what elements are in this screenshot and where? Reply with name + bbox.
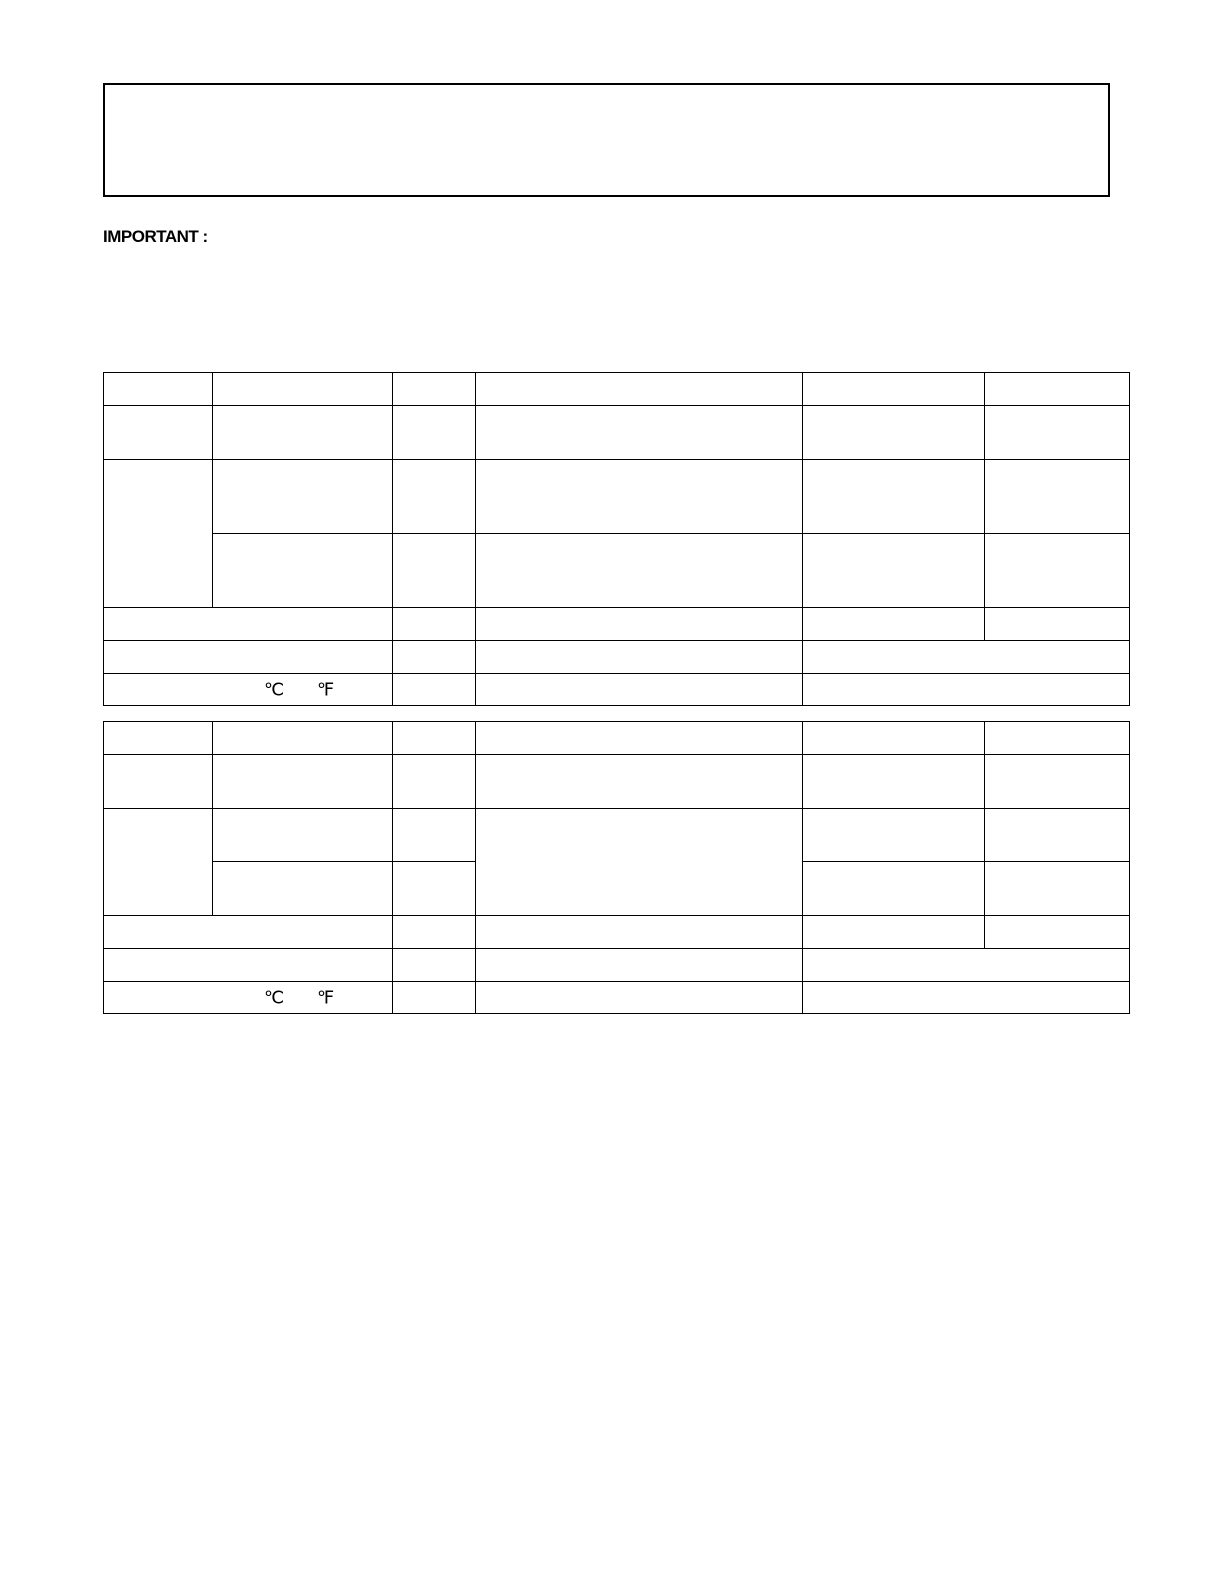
table-row [104,641,1130,674]
table-cell [104,406,213,460]
table-cell [213,862,393,916]
table-row [104,674,1130,706]
table-cell [104,809,213,916]
table-cell [393,809,476,862]
table-cell [393,722,476,755]
table-row [104,406,1130,460]
celsius-unit: ℃ [264,987,285,1007]
table-cell [393,982,476,1014]
table-cell [393,916,476,949]
table-cell [476,534,803,608]
important-label: IMPORTANT : [103,227,208,246]
table-cell [476,809,803,916]
table-row [104,755,1130,809]
table-cell [803,916,985,949]
table-cell [213,406,393,460]
table-cell [393,460,476,534]
table-cell [104,755,213,809]
table-row [104,373,1130,406]
table-cell [393,674,476,706]
table-cell [476,982,803,1014]
table-cell [393,406,476,460]
table-cell [803,862,985,916]
table-cell [213,534,393,608]
table-cell [803,755,985,809]
table-cell [476,641,803,674]
spec-table-1 [103,372,1130,706]
table-cell [476,460,803,534]
table-cell [104,460,213,608]
table-cell [393,949,476,982]
table-cell [803,982,1130,1014]
temperature-unit-cell [104,674,393,706]
table-row [104,982,1130,1014]
table-cell [803,460,985,534]
table-cell [476,916,803,949]
table-cell [476,722,803,755]
table-cell [393,641,476,674]
table-cell [476,674,803,706]
table-cell [393,862,476,916]
table-cell [213,460,393,534]
table-cell [104,373,213,406]
table-cell [476,406,803,460]
table-cell [393,534,476,608]
table-cell [803,534,985,608]
table-cell [803,674,1130,706]
table-cell [985,916,1130,949]
celsius-unit: ℃ [264,679,285,699]
table-cell [985,460,1130,534]
fahrenheit-unit: ℉ [317,987,335,1007]
table-cell [985,755,1130,809]
table-cell [803,722,985,755]
table-cell [393,608,476,641]
table-row [104,608,1130,641]
table-cell [476,949,803,982]
table-cell [104,949,393,982]
table-cell [104,641,393,674]
table-row [104,534,1130,608]
fahrenheit-unit: ℉ [317,679,335,699]
table-cell [985,534,1130,608]
table-row [104,949,1130,982]
table-cell [213,755,393,809]
table-cell [104,608,393,641]
table-row [104,722,1130,755]
table-cell [393,373,476,406]
temperature-unit-cell [104,982,393,1014]
table-cell [803,641,1130,674]
spec-table-2 [103,721,1130,1014]
table-row [104,809,1130,862]
table-cell [213,722,393,755]
notice-box [103,83,1110,197]
table-cell [985,862,1130,916]
table-cell [985,722,1130,755]
table-cell [476,373,803,406]
table-cell [803,406,985,460]
table-cell [803,608,985,641]
table-row [104,460,1130,534]
table-cell [803,373,985,406]
table-row [104,916,1130,949]
table-cell [985,809,1130,862]
table-cell [803,949,1130,982]
table-cell [213,373,393,406]
table-cell [476,755,803,809]
table-cell [985,406,1130,460]
table-cell [104,722,213,755]
table-cell [213,809,393,862]
table-cell [393,755,476,809]
table-cell [104,916,393,949]
table-cell [985,608,1130,641]
table-cell [476,608,803,641]
table-cell [803,809,985,862]
table-cell [985,373,1130,406]
